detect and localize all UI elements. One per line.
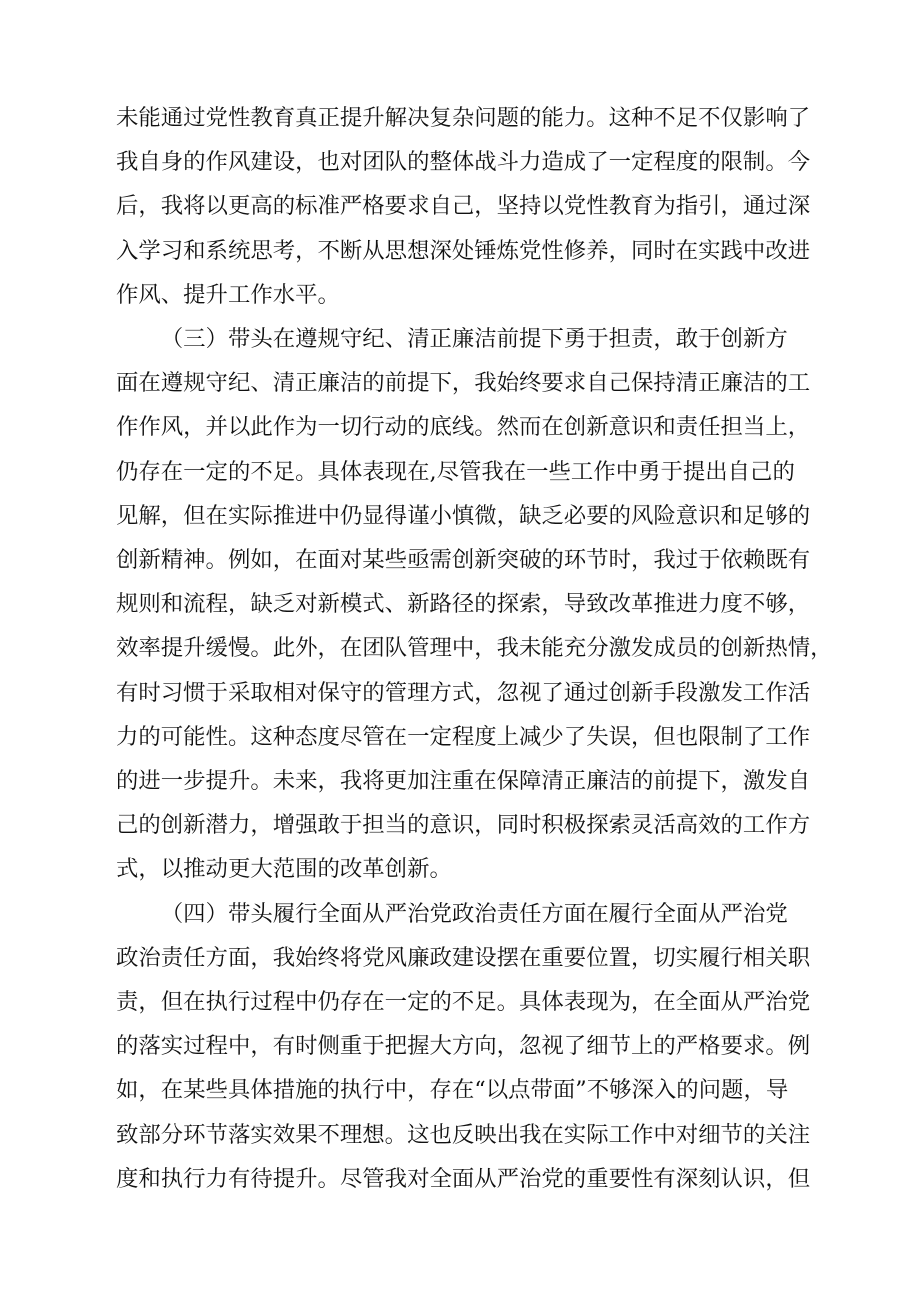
text-line: 规则和流程，缺乏对新模式、新路径的探索，导致改革推进力度不够， xyxy=(116,591,811,618)
text-line: 效率提升缓慢。此外，在团队管理中，我未能充分激发成员的创新热情， xyxy=(116,635,833,662)
text-line: 如，在某些具体措施的执行中，存在“以点带面”不够深入的问题，导 xyxy=(116,1077,789,1104)
text-line: 我自身的作风建设，也对团队的整体战斗力造成了一定程度的限制。今 xyxy=(116,149,811,176)
text-line: 政治责任方面，我始终将党风廉政建设摆在重要位置，切实履行相关职 xyxy=(116,944,811,971)
paragraph-section-three xyxy=(116,317,836,892)
section-heading-line: （四）带头履行全面从严治党政治责任方面在履行全面从严治党 xyxy=(160,900,788,927)
text-line: 式，以推动更大范围的改革创新。 xyxy=(116,856,452,883)
text-line: 仍存在一定的不足。具体表现在,尽管我在一些工作中勇于提出自己的 xyxy=(116,458,795,485)
text-line: 致部分环节落实效果不理想。这也反映出我在实际工作中对细节的关注 xyxy=(116,1121,811,1148)
text-line: 作作风，并以此作为一切行动的底线。然而在创新意识和责任担当上， xyxy=(116,414,811,441)
body-text xyxy=(116,96,836,1201)
text-line: 面在遵规守纪、清正廉洁的前提下，我始终要求自己保持清正廉洁的工 xyxy=(116,370,811,397)
text-line: 创新精神。例如，在面对某些亟需创新突破的环节时，我过于依赖既有 xyxy=(116,547,811,574)
text-line: 入学习和系统思考，不断从思想深处锤炼党性修养，同时在实践中改进 xyxy=(116,237,811,264)
text-line: 作风、提升工作水平。 xyxy=(116,281,340,308)
paragraph-section-four xyxy=(116,892,836,1201)
text-line: 有时习惯于采取相对保守的管理方式，忽视了通过创新手段激发工作活 xyxy=(116,679,811,706)
text-line: 的落实过程中，有时侧重于把握大方向，忽视了细节上的严格要求。例 xyxy=(116,1033,811,1060)
text-line: 后，我将以更高的标准严格要求自己，坚持以党性教育为指引，通过深 xyxy=(116,193,811,220)
text-line: 己的创新潜力，增强敢于担当的意识，同时积极探索灵活高效的工作方 xyxy=(116,812,811,839)
text-line: 未能通过党性教育真正提升解决复杂问题的能力。这种不足不仅影响了 xyxy=(116,105,811,131)
text-line: 度和执行力有待提升。尽管我对全面从严治党的重要性有深刻认识，但 xyxy=(116,1165,811,1192)
text-line: 责，但在执行过程中仍存在一定的不足。具体表现为，在全面从严治党 xyxy=(116,989,811,1016)
paragraph xyxy=(116,96,836,317)
text-line: 的进一步提升。未来，我将更加注重在保障清正廉洁的前提下，激发自 xyxy=(116,768,811,795)
text-line: 见解，但在实际推进中仍显得谨小慎微，缺乏必要的风险意识和足够的 xyxy=(116,502,811,529)
text-line: 力的可能性。这种态度尽管在一定程度上减少了失误，但也限制了工作 xyxy=(116,723,811,750)
section-heading-line: （三）带头在遵规守纪、清正廉洁前提下勇于担责，敢于创新方 xyxy=(160,326,788,353)
